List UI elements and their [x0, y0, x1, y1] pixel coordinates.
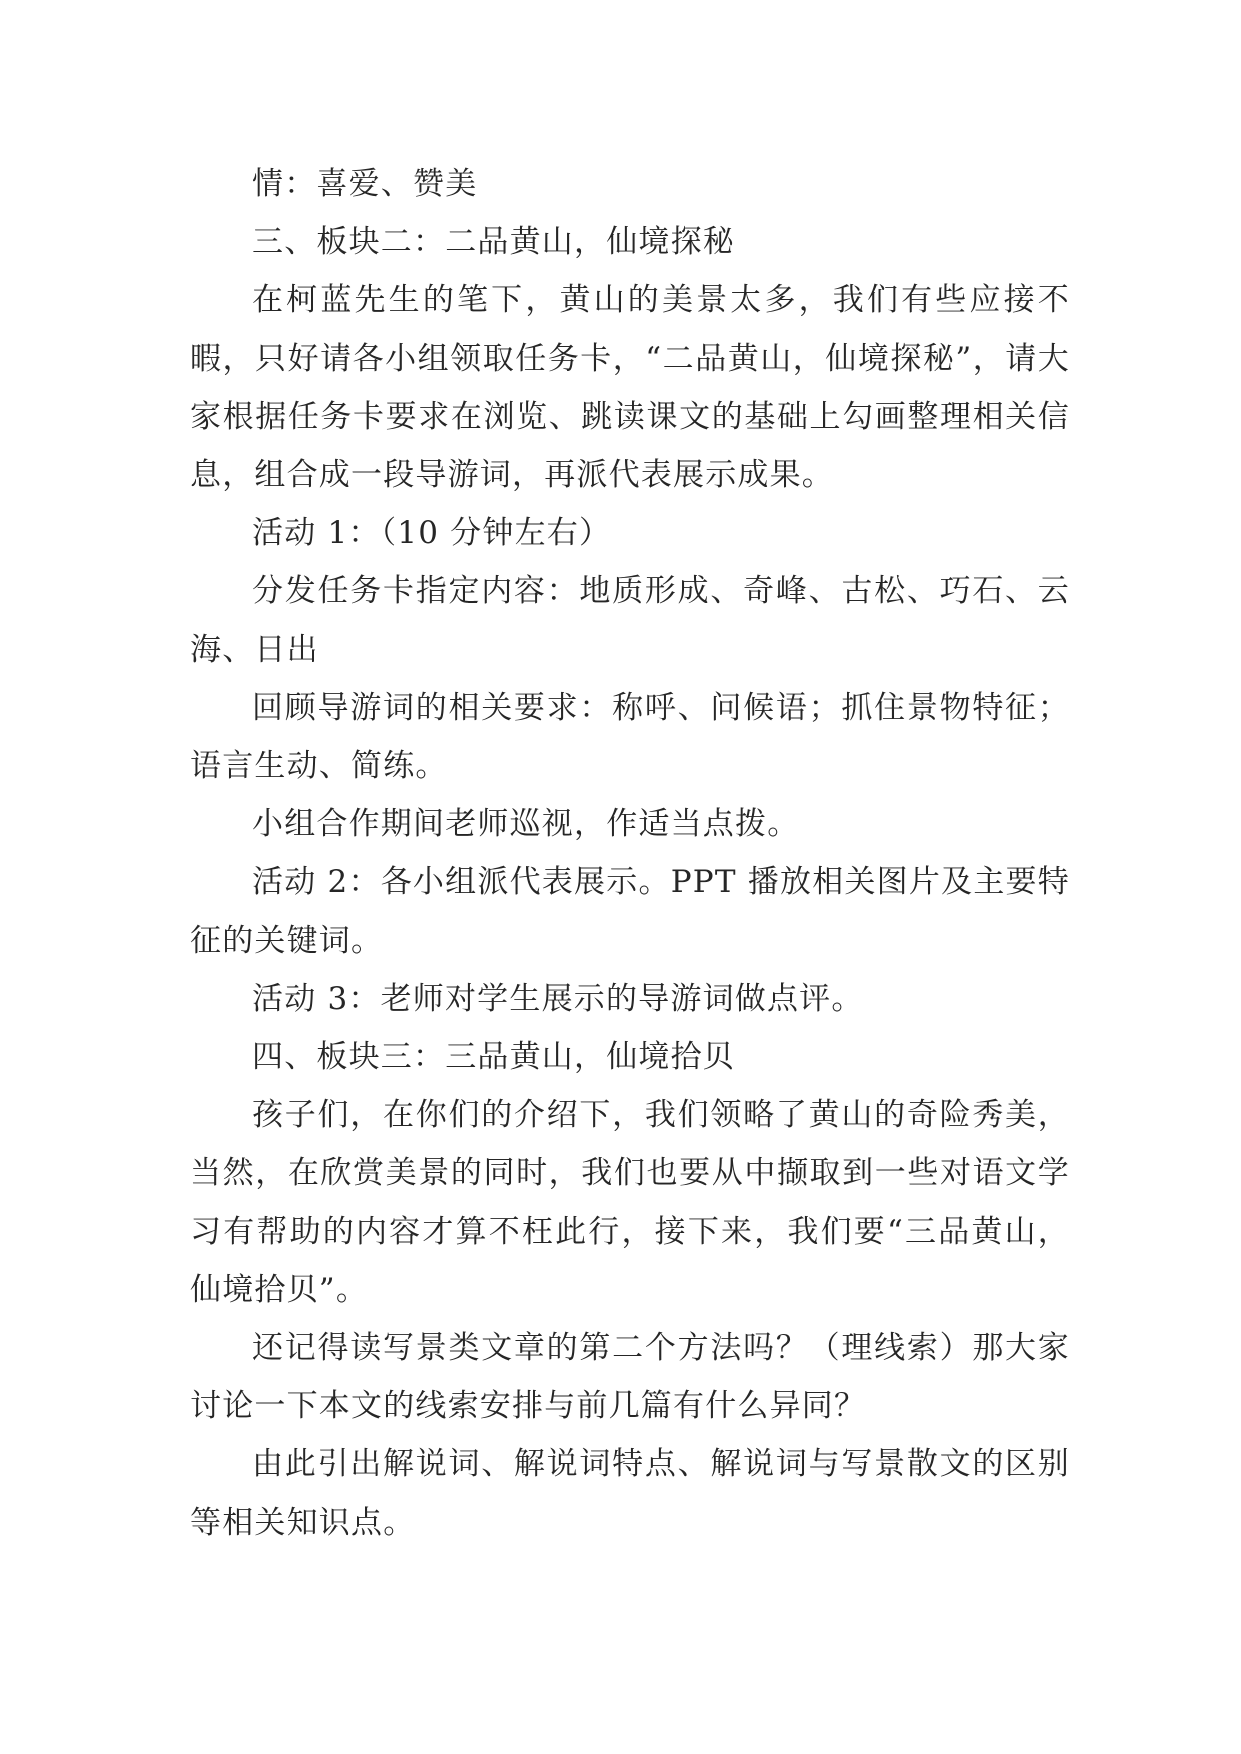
paragraph-activity-2: 活动 2：各小组派代表展示。PPT 播放相关图片及主要特征的关键词。 — [190, 864, 1070, 959]
paragraph-guide-requirements: 回顾导游词的相关要求：称呼、问候语；抓住景物特征；语言生动、简练。 — [190, 689, 1070, 785]
paragraph-emotion: 情：喜爱、赞美 — [252, 166, 478, 202]
paragraph-activity-3: 活动 3：老师对学生展示的导游词做点评。 — [252, 980, 864, 1017]
paragraph-task-content: 分发任务卡指定内容：地质形成、奇峰、古松、巧石、云海、日出 — [190, 573, 1070, 668]
paragraph-intro-task: 在柯蓝先生的笔下，黄山的美景太多，我们有些应接不暇，只好请各小组领取任务卡，“二品黄山，仙境探秘”，请大家根据任务卡要求在浏览、跳读课文的基础上勾画整理相关信息，组合成一段导游词，再派代表展示成果。 — [190, 282, 1070, 494]
paragraph-activity-1: 活动 1：（10 分钟左右） — [252, 515, 612, 552]
document-body — [190, 155, 1070, 1552]
heading-section-three: 三、板块二：二品黄山，仙境探秘 — [252, 224, 735, 261]
paragraph-conclusion: 由此引出解说词、解说词特点、解说词与写景散文的区别等相关知识点。 — [190, 1446, 1070, 1541]
heading-section-four: 四、板块三：三品黄山，仙境拾贝 — [252, 1039, 735, 1076]
paragraph-children: 孩子们，在你们的介绍下，我们领略了黄山的奇险秀美，当然，在欣赏美景的同时，我们也要从中撷取到一些对语文学习有帮助的内容才算不枉此行，接下来，我们要“三品黄山，仙境拾贝”。 — [190, 1097, 1070, 1308]
paragraph-clue-question: 还记得读写景类文章的第二个方法吗？（理线索）那大家讨论一下本文的线索安排与前几篇有什么异同？ — [190, 1330, 1070, 1425]
paragraph-teacher-guidance: 小组合作期间老师巡视，作适当点拨。 — [252, 806, 800, 843]
